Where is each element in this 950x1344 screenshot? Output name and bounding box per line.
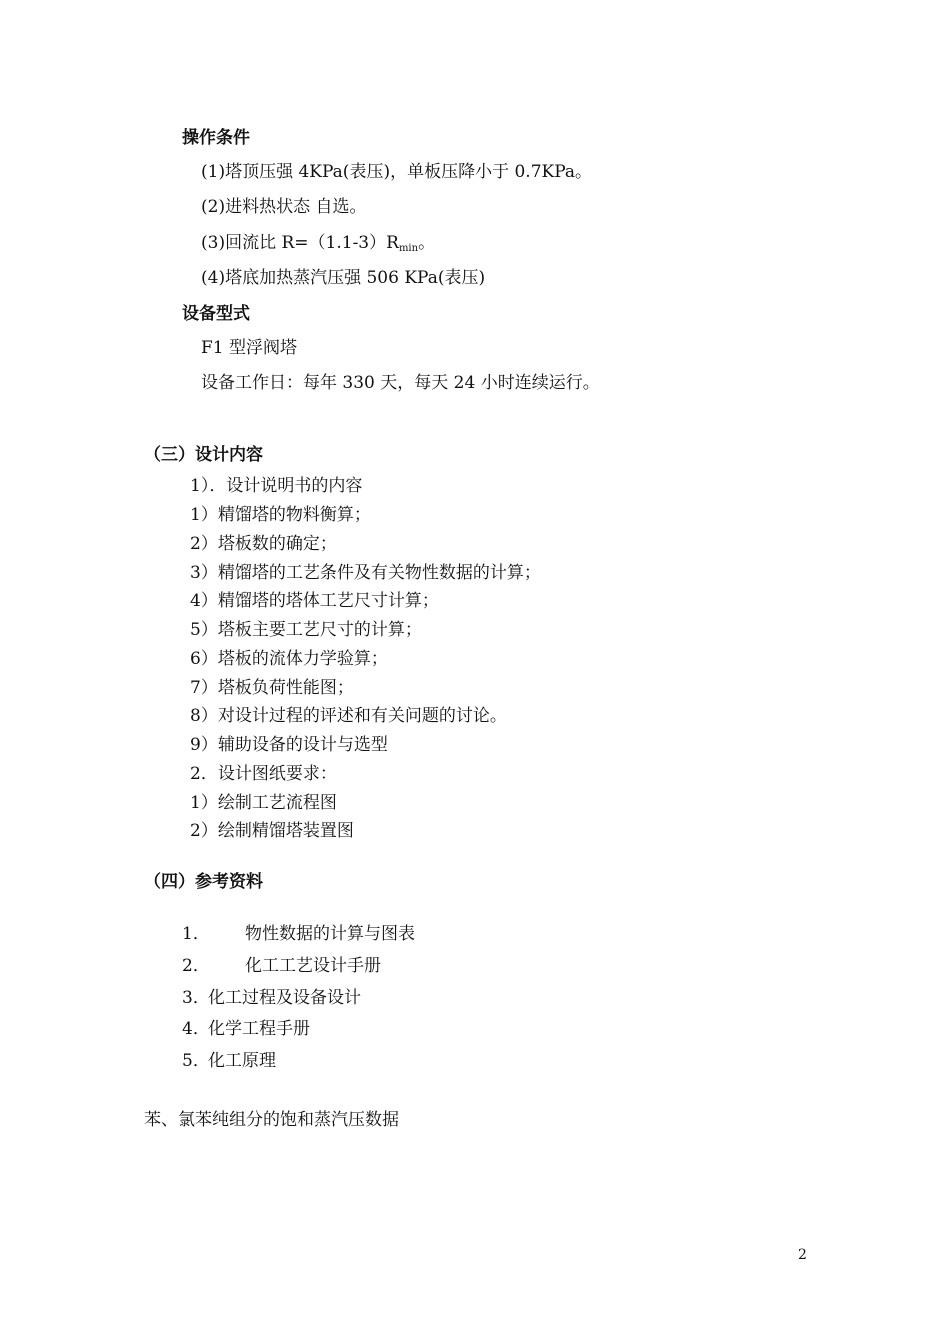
operating-condition-1: (1)塔顶压强 4KPa(表压)，单板压降小于 0.7KPa。 bbox=[201, 162, 593, 182]
reference-number: 3． bbox=[182, 988, 210, 1008]
vapor-pressure-data-caption: 苯、氯苯纯组分的饱和蒸汽压数据 bbox=[144, 1110, 399, 1130]
reflux-ratio-prefix: (3)回流比 R=（1.1-3）R bbox=[201, 233, 399, 253]
reference-title: 化学工程手册 bbox=[208, 1019, 310, 1039]
design-content-item: 4）精馏塔的塔体工艺尺寸计算； bbox=[190, 591, 439, 611]
reference-number: 2． bbox=[182, 956, 210, 976]
reference-number: 4． bbox=[182, 1019, 210, 1039]
design-content-item: 1）精馏塔的物料衡算； bbox=[190, 505, 371, 525]
reference-number: 5． bbox=[182, 1051, 210, 1071]
reference-item bbox=[182, 955, 381, 977]
design-content-item: 2．设计图纸要求： bbox=[190, 764, 337, 784]
reference-item bbox=[182, 987, 361, 1009]
design-content-item: 2）绘制精馏塔装置图 bbox=[190, 821, 354, 841]
reflux-ratio-suffix: 。 bbox=[418, 233, 436, 253]
design-content-item: 2）塔板数的确定； bbox=[190, 534, 337, 554]
equipment-schedule: 设备工作日：每年 330 天，每天 24 小时连续运行。 bbox=[201, 373, 600, 393]
design-content-heading: （三）设计内容 bbox=[144, 445, 263, 465]
design-content-item: 5）塔板主要工艺尺寸的计算； bbox=[190, 620, 422, 640]
operating-conditions-heading: 操作条件 bbox=[182, 128, 250, 148]
reference-item bbox=[182, 1018, 310, 1040]
reference-item bbox=[182, 923, 415, 945]
reference-title: 化工过程及设备设计 bbox=[208, 988, 361, 1008]
design-content-item: 8）对设计过程的评述和有关问题的讨论。 bbox=[190, 706, 507, 726]
reference-title: 化工工艺设计手册 bbox=[245, 956, 381, 976]
reference-number: 1． bbox=[182, 924, 210, 944]
operating-condition-2: (2)进料热状态 自选。 bbox=[201, 197, 367, 217]
design-content-item: 1）．设计说明书的内容 bbox=[190, 476, 363, 496]
design-content-item: 1）绘制工艺流程图 bbox=[190, 793, 337, 813]
operating-condition-3 bbox=[201, 232, 435, 260]
page-number: 2 bbox=[798, 1247, 807, 1263]
operating-condition-4: (4)塔底加热蒸汽压强 506 KPa(表压) bbox=[201, 268, 486, 288]
reference-title: 化工原理 bbox=[208, 1051, 276, 1071]
equipment-type: F1 型浮阀塔 bbox=[201, 338, 298, 358]
references-heading: （四）参考资料 bbox=[144, 872, 263, 892]
equipment-heading: 设备型式 bbox=[182, 304, 250, 324]
reference-item bbox=[182, 1050, 276, 1072]
design-content-item: 7）塔板负荷性能图； bbox=[190, 678, 354, 698]
design-content-item: 6）塔板的流体力学验算； bbox=[190, 649, 388, 669]
reference-title: 物性数据的计算与图表 bbox=[245, 924, 415, 944]
design-content-item: 3）精馏塔的工艺条件及有关物性数据的计算； bbox=[190, 563, 541, 583]
design-content-item: 9）辅助设备的设计与选型 bbox=[190, 735, 388, 755]
reflux-ratio-subscript: min bbox=[398, 243, 419, 254]
